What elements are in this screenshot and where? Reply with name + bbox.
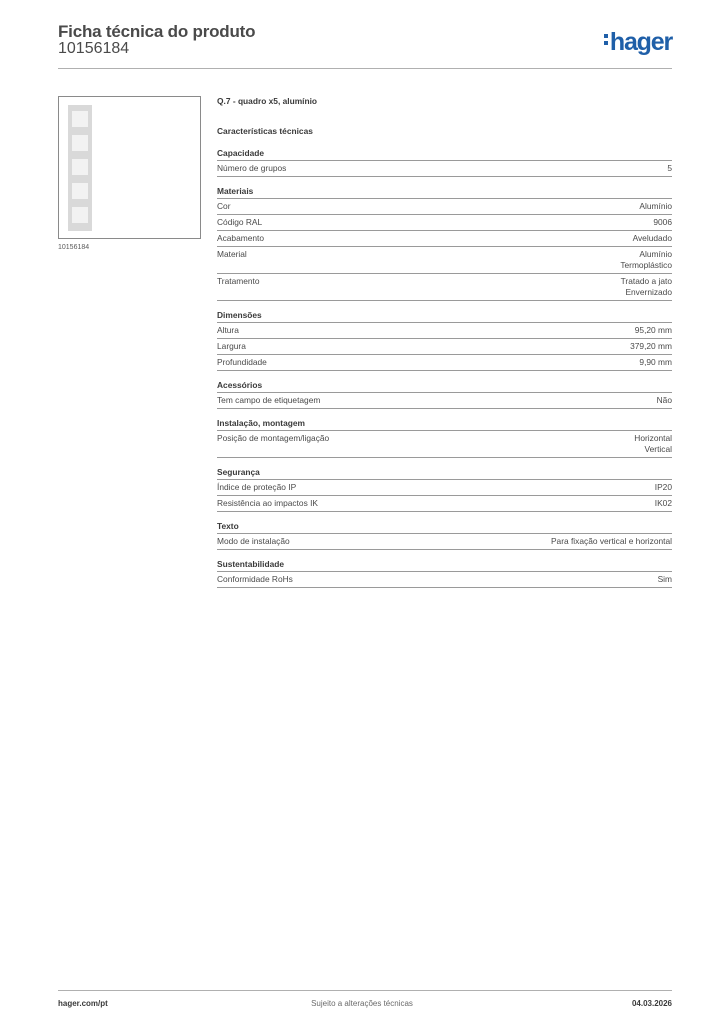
spec-value bbox=[633, 233, 672, 244]
spec-label: Modo de instalação bbox=[217, 536, 290, 546]
spec-row bbox=[217, 572, 672, 588]
spec-section bbox=[217, 418, 672, 458]
spec-value bbox=[635, 325, 672, 336]
footer-website: hager.com/pt bbox=[58, 999, 108, 1008]
footer-divider bbox=[58, 990, 672, 991]
spec-heading: Características técnicas bbox=[217, 126, 313, 136]
spec-value bbox=[630, 341, 672, 352]
spec-value-line: Alumínio bbox=[639, 249, 672, 259]
section-title: Texto bbox=[217, 521, 672, 534]
spec-value-line: 9006 bbox=[653, 217, 672, 227]
spec-row bbox=[217, 231, 672, 247]
spec-value bbox=[667, 163, 672, 174]
spec-row bbox=[217, 274, 672, 301]
spec-value-line: Envernizado bbox=[625, 287, 672, 297]
spec-value bbox=[658, 574, 672, 585]
spec-section bbox=[217, 467, 672, 512]
footer-disclaimer: Sujeito a alterações técnicas bbox=[311, 999, 413, 1008]
spec-label: Profundidade bbox=[217, 357, 267, 367]
product-image bbox=[58, 96, 201, 239]
spec-label: Índice de proteção IP bbox=[217, 482, 297, 492]
spec-value-line: Para fixação vertical e horizontal bbox=[550, 536, 672, 546]
section-title: Instalação, montagem bbox=[217, 418, 672, 431]
section-title: Capacidade bbox=[217, 148, 672, 161]
spec-value bbox=[655, 482, 672, 493]
spec-label: Largura bbox=[217, 341, 246, 351]
spec-section bbox=[217, 380, 672, 409]
spec-value-line: Aveludado bbox=[632, 233, 672, 243]
spec-value-line: Alumínio bbox=[639, 201, 672, 211]
spec-value-line: IK02 bbox=[654, 498, 672, 508]
frame-slot bbox=[72, 111, 88, 127]
header-divider bbox=[58, 68, 672, 69]
section-title: Dimensões bbox=[217, 310, 672, 323]
spec-row bbox=[217, 480, 672, 496]
section-title: Sustentabilidade bbox=[217, 559, 672, 572]
spec-row bbox=[217, 247, 672, 274]
product-name: Q.7 - quadro x5, alumínio bbox=[217, 96, 318, 106]
section-title: Segurança bbox=[217, 467, 672, 480]
product-image-caption: 10156184 bbox=[58, 244, 90, 251]
spec-label: Material bbox=[217, 249, 247, 259]
spec-value bbox=[639, 357, 672, 368]
spec-value-line: Não bbox=[656, 395, 672, 405]
spec-value bbox=[653, 217, 672, 228]
product-code: 10156184 bbox=[58, 40, 130, 57]
hager-logo bbox=[604, 28, 672, 57]
spec-row bbox=[217, 215, 672, 231]
spec-label: Resistência ao impactos IK bbox=[217, 498, 319, 508]
frame-slot bbox=[72, 159, 88, 175]
logo-dots-icon bbox=[604, 31, 608, 48]
spec-value bbox=[551, 536, 672, 547]
spec-value-line: 95,20 mm bbox=[634, 325, 672, 335]
spec-section bbox=[217, 310, 672, 371]
section-title: Materiais bbox=[217, 186, 672, 199]
frame-slot bbox=[72, 135, 88, 151]
frame-illustration bbox=[68, 105, 92, 231]
spec-label: Tratamento bbox=[217, 276, 260, 286]
spec-label: Código RAL bbox=[217, 217, 263, 227]
spec-value bbox=[620, 249, 672, 271]
spec-row bbox=[217, 161, 672, 177]
footer-date: 04.03.2026 bbox=[631, 999, 672, 1008]
spec-value-line: IP20 bbox=[654, 482, 672, 492]
spec-value bbox=[621, 276, 672, 298]
spec-row bbox=[217, 355, 672, 371]
page-title: Ficha técnica do produto bbox=[58, 22, 256, 41]
spec-value bbox=[657, 395, 672, 406]
spec-row bbox=[217, 323, 672, 339]
spec-section bbox=[217, 559, 672, 588]
spec-label: Cor bbox=[217, 201, 231, 211]
frame-slot bbox=[72, 207, 88, 223]
spec-row bbox=[217, 199, 672, 215]
spec-value-line: Sim bbox=[657, 574, 672, 584]
spec-row bbox=[217, 534, 672, 550]
spec-label: Número de grupos bbox=[217, 163, 287, 173]
spec-value-line: 9,90 mm bbox=[639, 357, 672, 367]
logo-text: hager bbox=[609, 28, 672, 56]
spec-row bbox=[217, 431, 672, 458]
spec-value bbox=[655, 498, 672, 509]
spec-value-line: 379,20 mm bbox=[630, 341, 672, 351]
spec-value bbox=[634, 433, 672, 455]
spec-value-line: Termoplástico bbox=[620, 260, 672, 270]
section-title: Acessórios bbox=[217, 380, 672, 393]
spec-sections bbox=[217, 148, 672, 588]
spec-label: Acabamento bbox=[217, 233, 265, 243]
spec-panel bbox=[217, 96, 672, 597]
spec-value-line: 5 bbox=[667, 163, 672, 173]
spec-value-line: Vertical bbox=[644, 444, 672, 454]
spec-label: Posição de montagem/ligação bbox=[217, 433, 330, 443]
spec-row bbox=[217, 393, 672, 409]
spec-section bbox=[217, 186, 672, 301]
spec-row bbox=[217, 496, 672, 512]
spec-label: Altura bbox=[217, 325, 239, 335]
spec-label: Tem campo de etiquetagem bbox=[217, 395, 321, 405]
spec-section bbox=[217, 521, 672, 550]
spec-section bbox=[217, 148, 672, 177]
spec-value-line: Horizontal bbox=[634, 433, 672, 443]
spec-value bbox=[639, 201, 672, 212]
frame-slot bbox=[72, 183, 88, 199]
spec-label: Conformidade RoHs bbox=[217, 574, 293, 584]
spec-row bbox=[217, 339, 672, 355]
spec-value-line: Tratado a jato bbox=[620, 276, 672, 286]
